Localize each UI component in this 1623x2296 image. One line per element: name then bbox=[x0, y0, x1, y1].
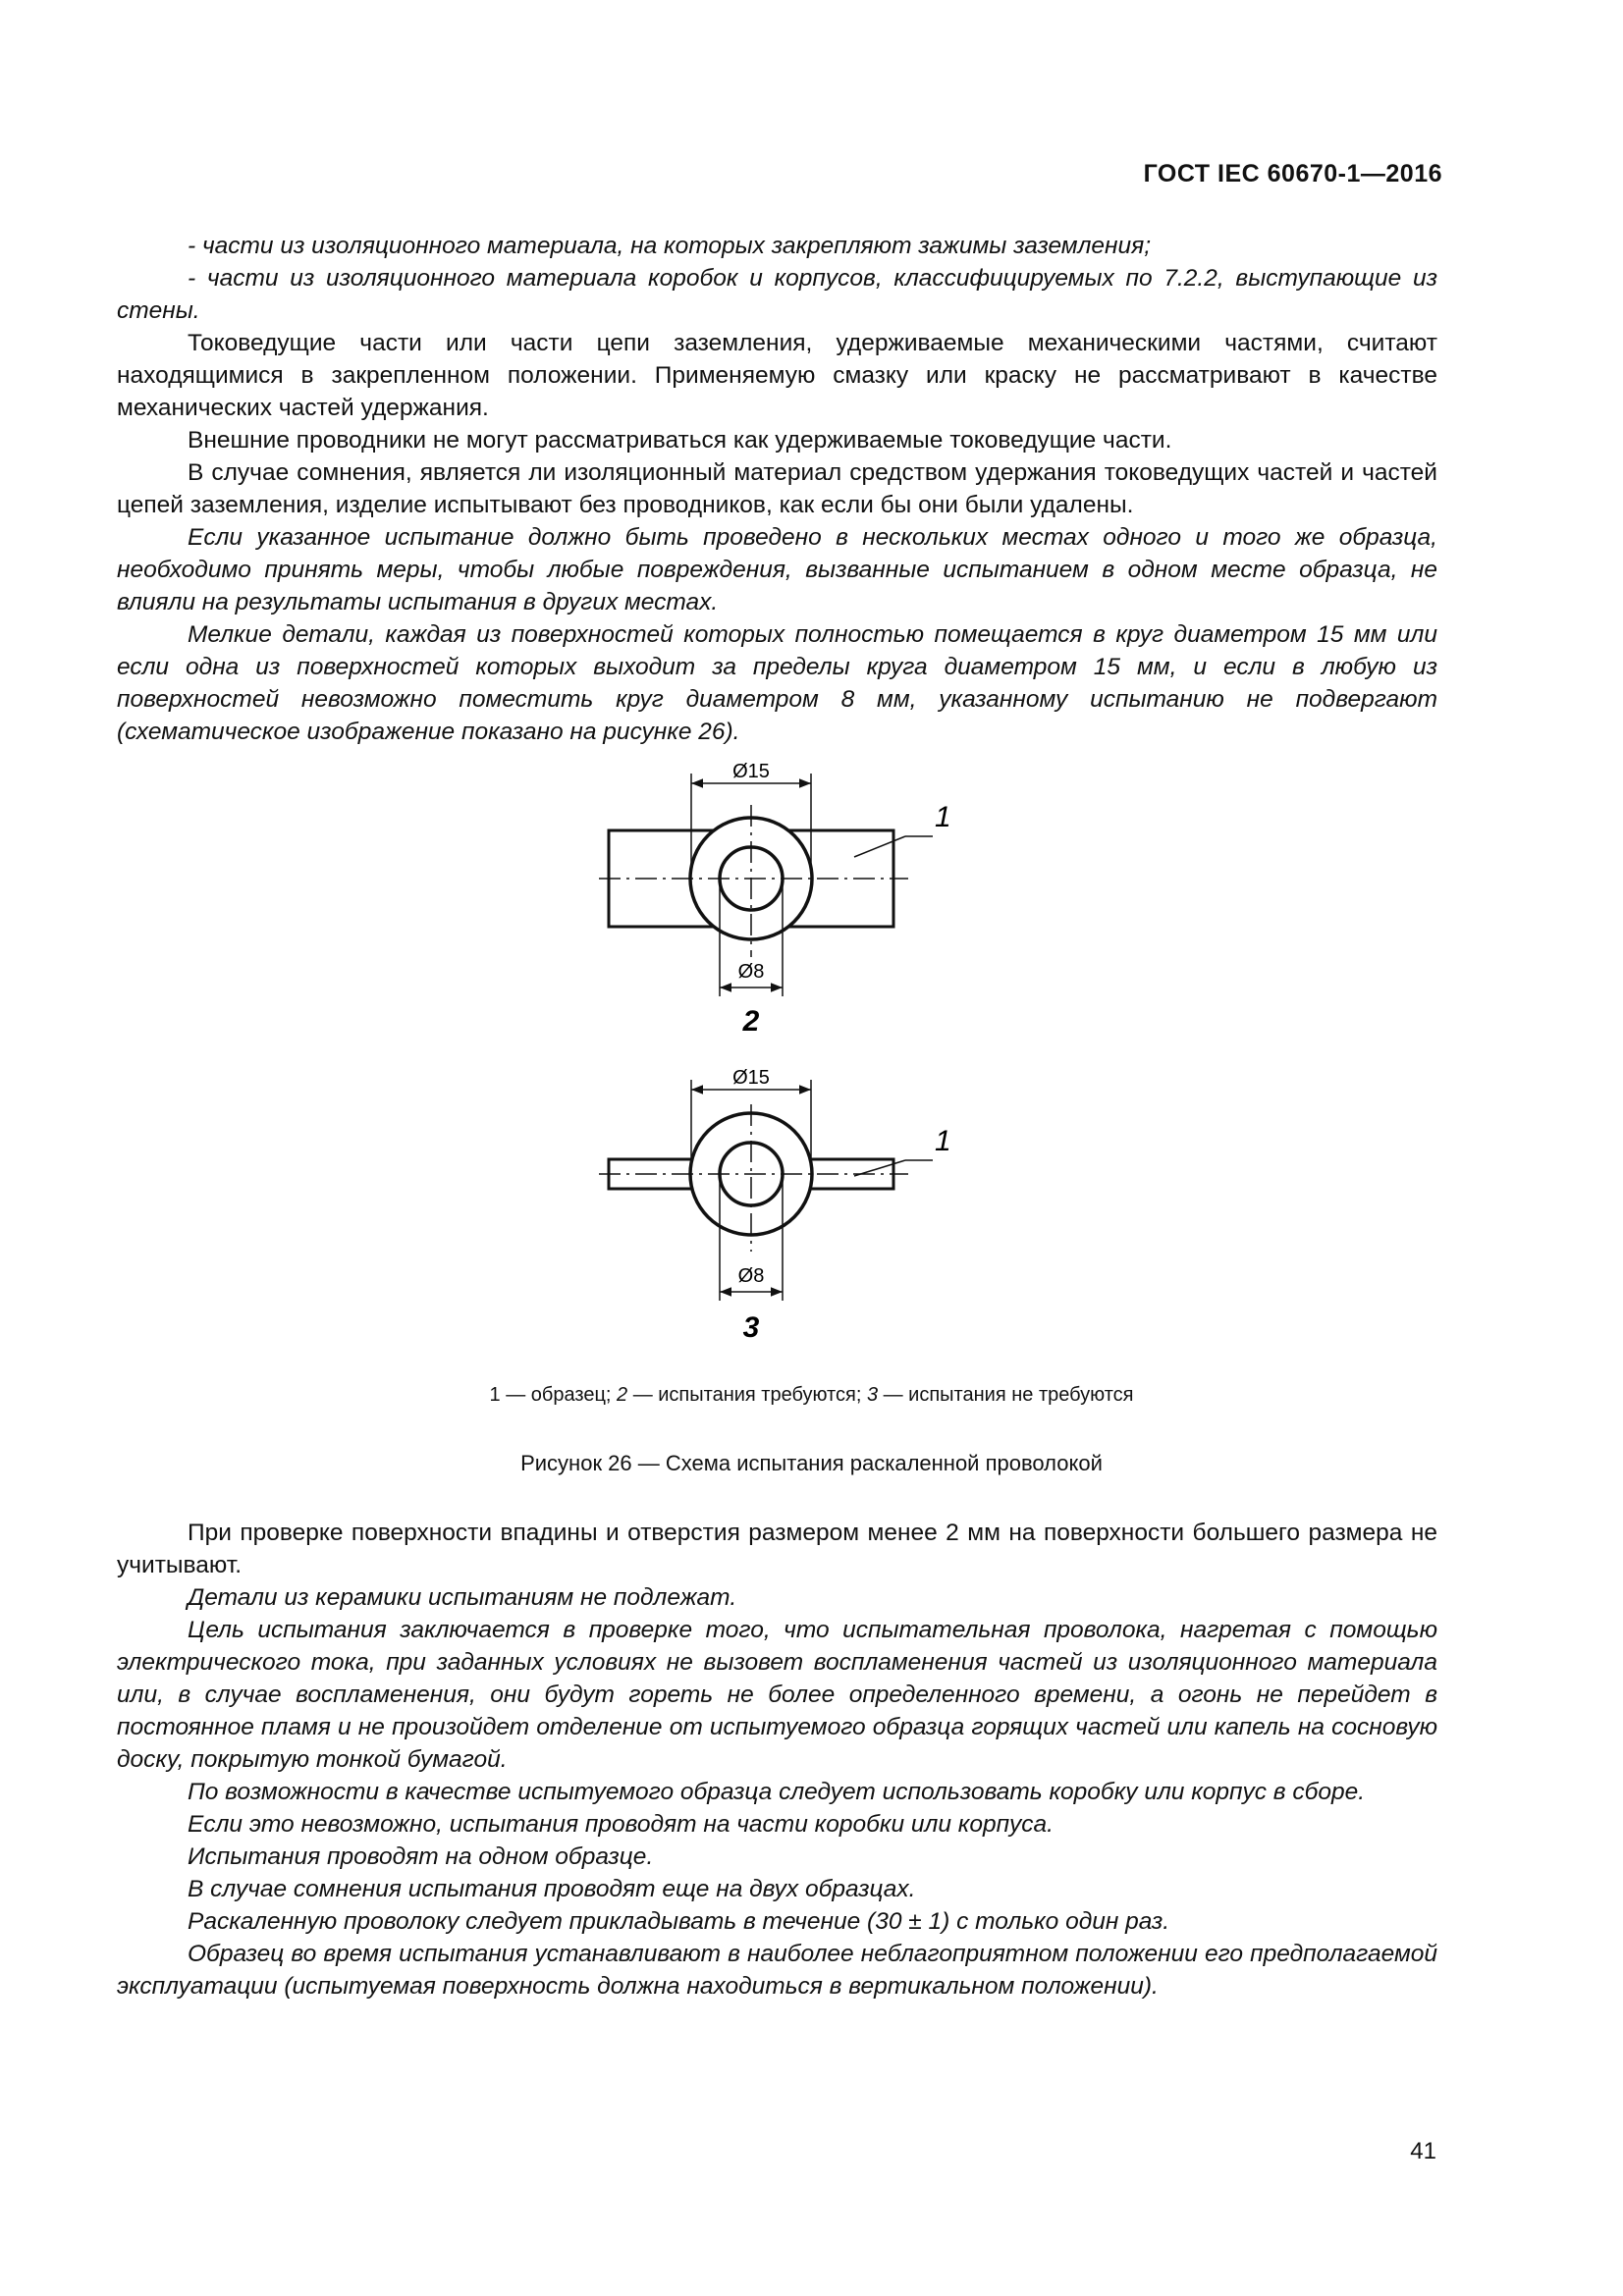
paragraph: Если указанное испытание должно быть проведено в нескольких местах одного и того же образца, необходимо принять меры, чтобы любые повреждения, вызванные испытанием в одном месте образца, не влияли на результаты испытания в других местах. bbox=[117, 524, 1437, 615]
dim-outer-label: Ø15 bbox=[732, 1067, 770, 1089]
callout-label: 1 bbox=[935, 1125, 951, 1157]
figure-legend bbox=[0, 1384, 1623, 1407]
paragraph: При проверке поверхности впадины и отверстия размером менее 2 мм на поверхности большего размера не учитывают. bbox=[117, 1520, 1437, 1578]
paragraph: Детали из керамики испытаниям не подлежат. bbox=[188, 1584, 737, 1611]
paragraph: Токоведущие части или части цепи заземления, удерживаемые механическими частями, считают находящимися в закрепленном положении. Применяемую смазку или краску не рассматривают в качестве механических частей удержания. bbox=[117, 330, 1437, 421]
document-header: ГОСТ IEC 60670-1—2016 bbox=[1143, 160, 1442, 187]
paragraph: Внешние проводники не могут рассматриваться как удерживаемые токоведущие части. bbox=[188, 427, 1172, 454]
dim-outer-label: Ø15 bbox=[732, 761, 770, 782]
text-block-upper bbox=[117, 230, 1437, 748]
paragraph: По возможности в качестве испытуемого образца следует использовать коробку или корпус в сборе. bbox=[188, 1779, 1366, 1805]
paragraph: В случае сомнения, является ли изоляционный материал средством удержания токоведущих частей и частей цепей заземления, изделие испытывают без проводников, как если бы они были удалены. bbox=[117, 459, 1437, 518]
paragraph: Цель испытания заключается в проверке того, что испытательная проволока, нагретая с помощью электрического тока, при заданных условиях не вызовет воспламенения частей из изоляционного материала или, в случае воспламенения, они будут гореть не более определенного времени, а огонь не перейдет в постоянное пламя и не произойдет отделение от испытуемого образца горящих частей или капель на сосновую доску, покрытую тонкой бумагой. bbox=[117, 1617, 1437, 1773]
dim-inner-label: Ø8 bbox=[737, 961, 765, 983]
paragraph: Мелкие детали, каждая из поверхностей которых полностью помещается в круг диаметром 15 мм или если одна из поверхностей которых выходит за пределы круга диаметром 15 мм, и если в любую из поверхностей невозможно поместить круг диаметром 8 мм, указанному испытанию не подвергают (схематическое изображение показано на рисунке 26). bbox=[117, 621, 1437, 745]
diagram-test-not-required bbox=[599, 1067, 951, 1344]
diagram-label-3: 3 bbox=[742, 1311, 760, 1344]
paragraph: Испытания проводят на одном образце. bbox=[188, 1843, 654, 1870]
paragraph: - части из изоляционного материала коробок и корпусов, классифицируемых по 7.2.2, выступающие из стены. bbox=[117, 265, 1437, 324]
figure-26-drawing bbox=[569, 756, 982, 1345]
legend-text-3: — испытания не требуются bbox=[878, 1384, 1134, 1406]
legend-num-3: 3 bbox=[866, 1384, 879, 1406]
figure-title: Рисунок 26 — Схема испытания раскаленной проволокой bbox=[520, 1451, 1103, 1475]
callout-leader bbox=[854, 836, 905, 857]
legend-text-2: — испытания требуются; bbox=[627, 1384, 867, 1406]
legend-text-1: — образец; bbox=[500, 1384, 618, 1406]
paragraph: Раскаленную проволоку следует прикладывать в течение (30 ± 1) с только один раз. bbox=[188, 1908, 1170, 1935]
diagram-test-required bbox=[599, 761, 951, 1038]
dim-inner-label: Ø8 bbox=[737, 1265, 765, 1287]
paragraph: Если это невозможно, испытания проводят на части коробки или корпуса. bbox=[188, 1811, 1054, 1838]
figure-26 bbox=[569, 756, 982, 1345]
callout-label: 1 bbox=[935, 801, 951, 833]
paragraph: - части из изоляционного материала, на которых закрепляют зажимы заземления; bbox=[188, 233, 1152, 259]
diagram-label-2: 2 bbox=[742, 1005, 760, 1038]
legend-num-2: 2 bbox=[617, 1384, 628, 1406]
text-block-lower bbox=[117, 1517, 1437, 2002]
legend-num-1: 1 bbox=[489, 1384, 501, 1406]
page-number: 41 bbox=[1410, 2138, 1436, 2164]
paragraph: Образец во время испытания устанавливают в наиболее неблагоприятном положении его предполагаемой эксплуатации (испытуемая поверхность должна находиться в вертикальном положении). bbox=[117, 1941, 1437, 2000]
paragraph: В случае сомнения испытания проводят еще на двух образцах. bbox=[188, 1876, 916, 1902]
